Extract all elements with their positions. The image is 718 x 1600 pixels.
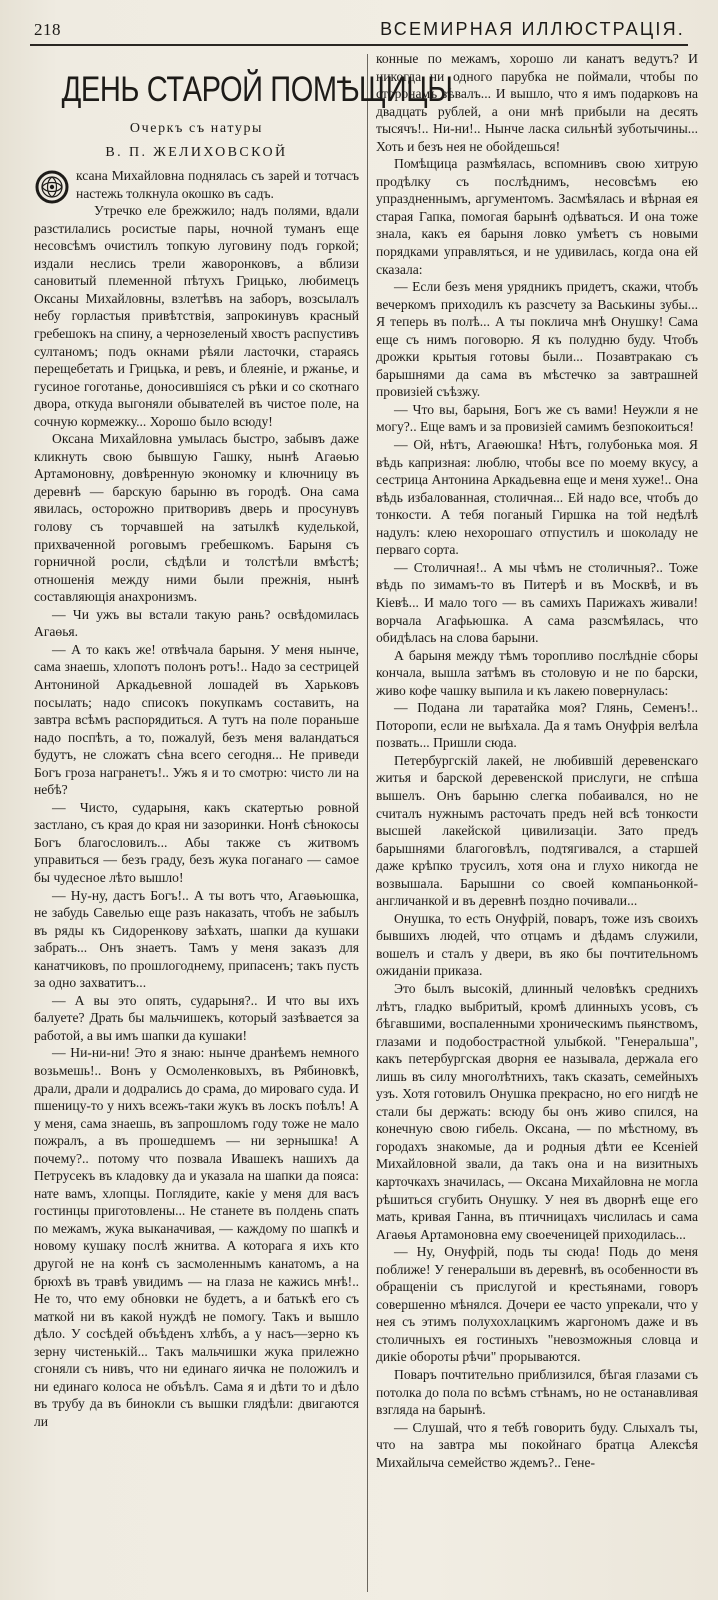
paragraph: Петербургскій лакей, не любившій деревенскаго житья и барской деревенской прислуги, не спѣша вышелъ. Онъ барыню слегка побаивался, но не считалъ нужнымъ расточать предъ ней всѣ тонкости высшей лакейской цивилизаціи. Зато предъ барышнями благоговѣлъ, подтягивался, а старшей даже крѣпко трусилъ, хотя она и глухо никогда не возвышала. Барышни со своей компаньонкой-англичанкой и въ деревнѣ поздно почивали... <box>376 752 698 909</box>
paragraph: конные по межамъ, хорошо ли канатъ ведутъ? И никогда ни одного парубка не поймали, чтобы по сторонамъ зѣвалъ... И вышло, что я имъ подарковъ на двадцать рублей, а они мнѣ прибыли на десять тысячъ!.. Ни-ни!.. Нынче ласка сильнѣй зуботычины... Хоть и безъ нея не обойдешься! <box>376 51 698 154</box>
paragraph: Это былъ высокій, длинный человѣкъ среднихъ лѣтъ, гладко выбритый, кромѣ длинныхъ усовъ, съ бѣгавшими, воспаленными хроническимъ пьянствомъ, глазами и подобострастной улыбкой. "Генеральша", какъ петербургская дворня ее называла, держала его лишь въ силу многолѣтнихъ, такъ сказать, семейныхъ узъ. Хотя готовилъ Онушка прекрасно, но его нигдѣ не стали бы держать: всюду бы онъ живо спился, на конечную свою гибель. Оксана, — по мѣстному, въ городахъ знакомые, да и родныя дѣти ее Ксеніей Михайловной звали, да такъ она и на визитныхъ карточкахъ значилась, — Оксана Михайловна не могла рѣшиться сгубить Онушку. У нея въ дворнѣ еще его мать, кривая Ганна, въ птичницахъ числилась и сама Агаѳья Артамоновна ему своеченицей приходилась... <box>376 980 698 1242</box>
paragraph: — Ну, Онуфрій, подь ты сюда! Подь до меня поближе! У генеральши въ деревнѣ, въ особенности въ обращеніи съ прислугой и крестьянами, говоръ совершенно мѣнялся. Дочери ее часто упрекали, что у нея съ этимъ полухохлацкимъ жаргономъ даже и въ столичныхъ ея гостиныхъ "невозможныя словца и дикіе обороты рѣчи" прорываются. <box>376 1244 698 1365</box>
paragraph-opening <box>34 167 359 202</box>
paragraph: — Ну-ну, дастъ Богъ!.. А ты вотъ что, Агаѳьюшка, не забудь Савелью еще разъ наказать, чтобъ не забылъ въ ряды къ Сидоренкову заѣхать, шапки да кушаки забрать... Онъ знаетъ. Тамъ у меня заказъ для канатчиковъ, по прошлогоднему, припасенъ; такъ пусть за одно захватитъ... <box>34 887 359 991</box>
paragraph: — Чи ужъ вы встали такую рань? освѣдомилась Агаѳья. <box>34 606 359 640</box>
left-column <box>34 52 453 1430</box>
article-title: ДЕНЬ СТАРОЙ ПОМѢЩИЦЫ <box>61 70 453 109</box>
paragraph: — Если безъ меня урядникъ придетъ, скажи, чтобъ вечеркомъ приходилъ къ разсчету за Васькины зубы... Я теперь въ полѣ... А ты поклича мнѣ Онушку! Сама еще съ нимъ поговорю. Я къ полудню буду. Чтобъ дрожки крытыя готовы были... Позавтракаю съ барышнями да сама въ мѣстечко за завтрашней провизіей съѣзжу. <box>376 279 698 400</box>
paragraph: — Чисто, сударыня, какъ скатертью ровной застлано, съ края до края ни зазоринки. Нонѣ сѣнокосы Богъ благословилъ... Абы также съ житвомъ управиться — безъ граду, безъ жука поганаго — самое бы чудесное лѣто вышло! <box>34 799 359 885</box>
ornamental-letter-o-icon <box>34 169 70 205</box>
page-number: 218 <box>34 20 61 39</box>
header-rule <box>30 44 688 46</box>
paragraph: — А то какъ же! отвѣчала барыня. У меня нынче, сама знаешь, хлопотъ полонъ ротъ!.. Надо за сестрицей Антониной Аркадьевной лошадей въ Харьковъ посылать; надо списокъ покупкамъ составить, на завтра всѣмъ распорядиться. А тутъ на поле пораньше надо поспѣть, а то, пожалуй, безъ меня валандаться будутъ, не сложатъ сѣна всего сегодня... Не приведи Богъ гроза награнетъ!.. Ужъ я и то смотрю: чисто ли на небѣ? <box>34 641 359 798</box>
paragraph: — Столичная!.. А мы чѣмъ не столичныя?.. Тоже вѣдь по зимамъ-то въ Питерѣ и въ Москвѣ, и въ Кіевѣ... И мало того — въ самихъ Парижахъ живали! ворчала Агафьюшка. А сама разсмѣялась, что обидѣлась на слова барыни. <box>376 559 698 646</box>
page-header <box>30 18 685 40</box>
paragraph: А барыня между тѣмъ торопливо послѣдніе сборы кончала, вышла затѣмъ въ столовую и не по барски, живо кофе чашку выпила и къ лакею повернулась: <box>376 647 698 698</box>
paragraph: Помѣщица размѣялась, вспомнивъ свою хитрую продѣлку съ послѣднимъ, несовсѣмъ ею упраздненнымъ, аргументомъ. Засмѣялась и вѣрная ея старая Гапка, помогая барынѣ одѣваться. И она тоже знала, какъ ея барыня ловко умѣетъ съ новыми порядками управляться, и не удивилась, когда она ей сказала: <box>376 156 698 277</box>
paragraph: — Ни-ни-ни! Это я знаю: нынче дранѣемъ немного возьмешь!.. Вонъ у Осмоленковыхъ, въ Рябиновкѣ, драли, драли и додрались до срама, до мироваго суда. И пшеницу-то у нихъ всежъ-таки жукъ въ лоскъ поѣлъ! А у меня, сама знаешь, въ запрошломъ году тоже не мало пожралъ, а въ прошедшемъ — ни зернышка! А почему?.. потому что позвала Ивашекъ нашихъ да Петрусекъ въ кладовку да и указала на шапки да пояса: нате вамъ, хлопцы. Поглядите, какіе у меня для васъ гостинцы приготовлены... Не станете въ полдень спать по межамъ, жука выканачивая, — каждому по шапкѣ и новому кушаку послѣ жнитва. А которага я ихъ кто другой не на конѣ съ засмоленнымъ канатомъ, а на брюхѣ въ травѣ увидимъ — на глаза не кажись мнѣ!.. Не то, что ему обновки не будетъ, а и батькѣ его съ маткой ни въ какой нуждѣ не помогу. Такъ и вышло дѣло. У сосѣдей объѣденъ хлѣбъ, а у насъ—зерно къ зерну чистенькій... Такъ мальчишки жука прилежно сгоняли съ нивъ, что ни единаго яичка не положилъ и ни единаго колоса не объѣлъ. Сама я и дѣти то и дѣло въ трубу да въ бинокли съ вышки глядѣли: двигаются ли <box>34 1045 359 1429</box>
paragraph: Онушка, то есть Онуфрій, поваръ, тоже изъ своихъ бывшихъ людей, что отцамъ и дѣдамъ служили, вошелъ и сталъ у двери, въ яко бы почтительномъ ожиданіи приказа. <box>376 910 698 979</box>
paragraph: Поваръ почтительно приблизился, бѣгая глазами съ потолка до пола по всѣмъ стѣнамъ, но не останавливая взгляда на барынѣ. <box>376 1367 698 1418</box>
paragraph: — Ой, нѣтъ, Агаѳюшка! Нѣтъ, голубонька моя. Я вѣдь капризная: люблю, чтобы все по моему вкусу, а сестрица Антонина Аркадьевна еще и меня хуже!.. Она вѣдь избалованная, столичная... Ей надо все, чтобъ до тонкости. А тебя поганый Гиршка на той недѣлѣ надулъ: клею нехорошаго отпустилъ и шоколаду не перваго сорта. <box>376 437 698 558</box>
paragraph: — Подана ли таратайка моя? Глянь, Семенъ!.. Поторопи, если не выѣхала. Да я тамъ Онуфрія велѣла позвать... Пришли сюда. <box>376 700 698 751</box>
paragraph: — Что вы, барыня, Богъ же съ вами! Неужли я не могу?.. Еще вамъ и за провизіей самимъ безпокоиться! <box>376 401 698 435</box>
paragraph: — А вы это опять, сударыня?.. И что вы ихъ балуете? Драть бы мальчишекъ, который зазѣвается за работой, а вы имъ шапки да кушаки! <box>34 992 359 1043</box>
right-column <box>376 50 698 1471</box>
paragraph: Утречко еле брежжило; надъ полями, вдали разстилались росистые пары, ночной туманъ еще несовсѣмъ очистилъ топкую луговину подъ горкой; издали неслись трели жаворонковъ, а вблизи сановитый племенной пѣтухъ Грицько, любимецъ Оксаны Михайловны, взлетѣвъ на заборъ, возсылалъ небу горластыя привѣтствія, запрокинувъ красный гребешокъ на спину, а чернозеленый хвостъ распустивъ султаномъ; подъ окнами рѣяли ласточки, стараясь перещебетать и Грицька, и ревъ, и блеяніе, и ржанье, и гусиное гоготанье, доносившіяся съ рѣки и со скотнаго двора, откуда выгоняли обывателей въ чистое поле, на сочную кормежку... Хорошо было всюду! <box>34 203 359 429</box>
column-divider <box>367 54 368 1592</box>
article-author: В. П. ЖЕЛИХОВСКОЙ <box>105 144 288 160</box>
running-title: ВСЕМИРНАЯ ИЛЛЮСТРАЦІЯ. <box>380 19 685 39</box>
paragraph: Оксана Михайловна умылась быстро, забывъ даже кликнуть свою бывшую Гашку, нынѣ Агаѳью Артамоновну, довѣренную экономку и ключницу въ деревнѣ — барскую барыню въ городѣ. Она сама явилась, осторожно притворивъ дверь и просунувъ голову съ торчавшей на затылкѣ куделькой, прихваченной роговымъ гребешкомъ. Барыня съ горничной росли, сѣдѣли и толстѣли вмѣстѣ; отношенія между ними были прежнія, нынѣ составляющія анахронизмъ. <box>34 431 359 605</box>
paragraph-text: ксана Михайловна поднялась съ зарей и тотчасъ настежь толкнула окошко въ садъ. <box>76 168 359 201</box>
paragraph: — Слушай, что я тебѣ говорить буду. Слыхалъ ты, что на завтра мы покойнаго братца Алексѣя Михайлыча семейство ждемъ?.. Гене- <box>376 1419 698 1470</box>
article-subtitle: Очеркъ съ натуры <box>129 121 264 136</box>
